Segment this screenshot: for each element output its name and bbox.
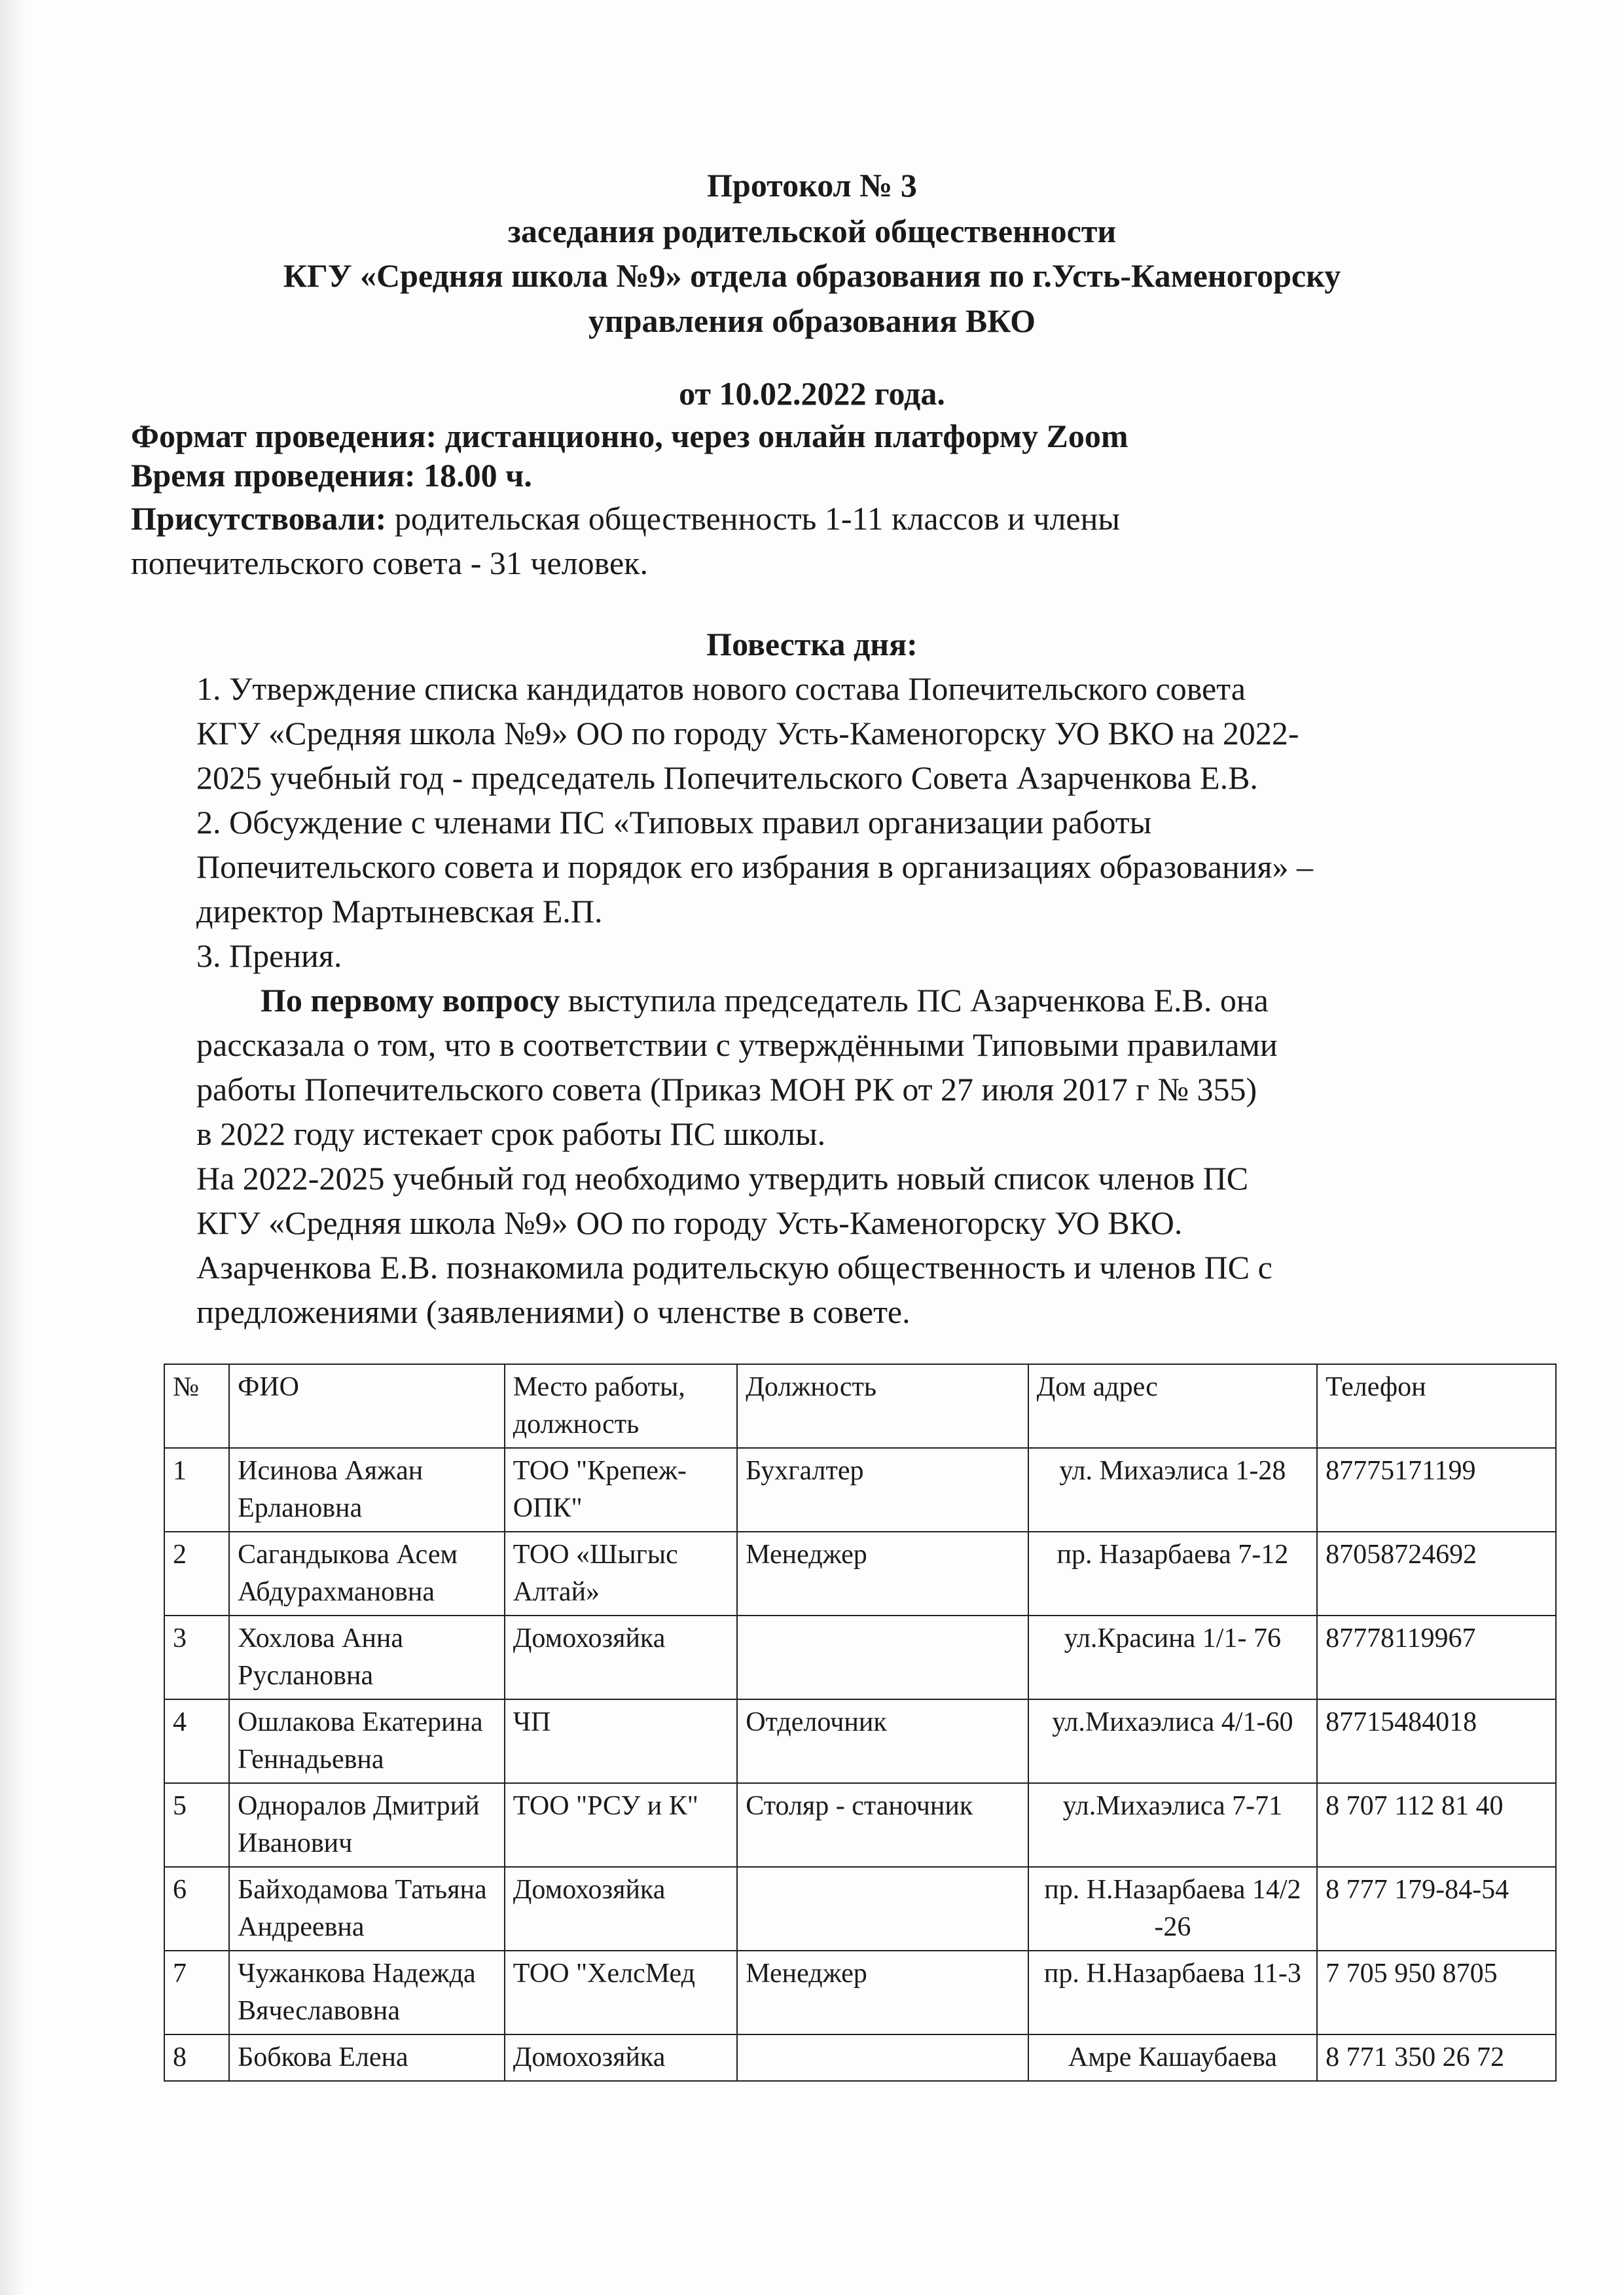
table-row bbox=[164, 1951, 1556, 2034]
cell-position: Бухгалтер bbox=[737, 1448, 1028, 1532]
body-line: предложениями (заявлениями) о членстве в совете. bbox=[196, 1293, 911, 1330]
cell-workplace: ТОО "Крепеж-ОПК" bbox=[505, 1448, 737, 1532]
cell-workplace: Домохозяйка bbox=[505, 2034, 737, 2081]
table-row bbox=[164, 1448, 1556, 1532]
cell-address: Амре Кашаубаева bbox=[1028, 2034, 1317, 2081]
cell-position: Менеджер bbox=[737, 1951, 1028, 2034]
cell-address: ул.Михаэлиса 7-71 bbox=[1028, 1783, 1317, 1867]
agenda-title: Повестка дня: bbox=[706, 626, 918, 662]
cell-name: Байходамова Татьяна Андреевна bbox=[229, 1867, 505, 1951]
agenda-line: 3. Прения. bbox=[196, 937, 342, 974]
time-label: Время проведения: bbox=[131, 457, 416, 494]
cell-name: Исинова Аяжан Ерлановна bbox=[229, 1448, 505, 1532]
first-question-label: По первому вопросу bbox=[261, 982, 560, 1019]
col-header-workplace: Место работы, должность bbox=[505, 1364, 737, 1448]
cell-number: 2 bbox=[164, 1532, 229, 1616]
cell-address: ул. Михаэлиса 1-28 bbox=[1028, 1448, 1317, 1532]
cell-workplace: Домохозяйка bbox=[505, 1867, 737, 1951]
cell-name: Одноралов Дмитрий Иванович bbox=[229, 1783, 505, 1867]
table-row bbox=[164, 1699, 1556, 1783]
cell-phone: 87058724692 bbox=[1317, 1532, 1556, 1616]
department-name: управления образования ВКО bbox=[588, 302, 1036, 339]
col-header-phone: Телефон bbox=[1317, 1364, 1556, 1448]
meeting-format bbox=[131, 414, 1128, 458]
cell-name: Сагандыкова Асем Абдурахмановна bbox=[229, 1532, 505, 1616]
format-value: дистанционно, через онлайн платформу Zoom bbox=[437, 418, 1128, 454]
cell-position bbox=[737, 1616, 1028, 1699]
agenda-line: директор Мартыневская Е.П. bbox=[196, 893, 603, 930]
body-line: в 2022 году истекает срок работы ПС школы. bbox=[196, 1115, 826, 1152]
col-header-address: Дом адрес bbox=[1028, 1364, 1317, 1448]
table-row bbox=[164, 2034, 1556, 2081]
attendees-line-1 bbox=[131, 496, 1120, 541]
table-row bbox=[164, 1867, 1556, 1951]
format-label: Формат проведения: bbox=[131, 418, 437, 454]
col-header-position: Должность bbox=[737, 1364, 1028, 1448]
cell-phone: 7 705 950 8705 bbox=[1317, 1951, 1556, 2034]
cell-position: Менеджер bbox=[737, 1532, 1028, 1616]
cell-number: 6 bbox=[164, 1867, 229, 1951]
protocol-date: от 10.02.2022 года. bbox=[679, 375, 945, 412]
cell-number: 1 bbox=[164, 1448, 229, 1532]
first-question-text: выступила председатель ПС Азарченкова Е.В. она bbox=[560, 982, 1269, 1019]
present-label: Присутствовали: bbox=[131, 500, 387, 537]
table-header-row bbox=[164, 1364, 1556, 1448]
attendees-line-2: попечительского совета - 31 человек. bbox=[131, 545, 648, 581]
table-row bbox=[164, 1783, 1556, 1867]
body-line: работы Попечительского совета (Приказ МОН РК от 27 июля 2017 г № 355) bbox=[196, 1071, 1257, 1108]
table-row bbox=[164, 1616, 1556, 1699]
body-line: рассказала о том, что в соответствии с утверждёнными Типовыми правилами bbox=[196, 1026, 1278, 1063]
cell-workplace: Домохозяйка bbox=[505, 1616, 737, 1699]
cell-position: Столяр - станочник bbox=[737, 1783, 1028, 1867]
agenda-line: 2025 учебный год - председатель Попечительского Совета Азарченкова Е.В. bbox=[196, 759, 1258, 796]
body-line: На 2022-2025 учебный год необходимо утвердить новый список членов ПС bbox=[196, 1160, 1249, 1197]
meeting-time bbox=[131, 453, 532, 497]
cell-address: пр. Н.Назарбаева 14/2 -26 bbox=[1028, 1867, 1317, 1951]
protocol-title: Протокол № 3 bbox=[707, 167, 917, 204]
col-header-number: № bbox=[164, 1364, 229, 1448]
cell-phone: 8 707 112 81 40 bbox=[1317, 1783, 1556, 1867]
cell-number: 4 bbox=[164, 1699, 229, 1783]
agenda-line: КГУ «Средняя школа №9» ОО по городу Усть-Каменогорску УО ВКО на 2022- bbox=[196, 715, 1299, 751]
body-line: КГУ «Средняя школа №9» ОО по городу Усть-Каменогорску УО ВКО. bbox=[196, 1204, 1183, 1241]
cell-address: пр. Н.Назарбаева 11-3 bbox=[1028, 1951, 1317, 2034]
cell-name: Хохлова Анна Руслановна bbox=[229, 1616, 505, 1699]
cell-workplace: ТОО «Шыгыс Алтай» bbox=[505, 1532, 737, 1616]
cell-name: Бобкова Елена bbox=[229, 2034, 505, 2081]
body-line: Азарченкова Е.В. познакомила родительскую общественность и членов ПС с bbox=[196, 1249, 1272, 1286]
cell-address: пр. Назарбаева 7-12 bbox=[1028, 1532, 1317, 1616]
cell-phone: 8 771 350 26 72 bbox=[1317, 2034, 1556, 2081]
cell-workplace: ТОО "ХелсМед bbox=[505, 1951, 737, 2034]
table-row bbox=[164, 1532, 1556, 1616]
cell-phone: 87715484018 bbox=[1317, 1699, 1556, 1783]
cell-number: 7 bbox=[164, 1951, 229, 2034]
cell-name: Чужанкова Надежда Вячеславовна bbox=[229, 1951, 505, 2034]
cell-number: 5 bbox=[164, 1783, 229, 1867]
scan-shadow bbox=[0, 0, 26, 2295]
cell-position bbox=[737, 1867, 1028, 1951]
cell-position bbox=[737, 2034, 1028, 2081]
agenda-line: 2. Обсуждение с членами ПС «Типовых правил организации работы bbox=[196, 804, 1152, 840]
cell-number: 8 bbox=[164, 2034, 229, 2081]
cell-name: Ошлакова Екатерина Геннадьевна bbox=[229, 1699, 505, 1783]
cell-position: Отделочник bbox=[737, 1699, 1028, 1783]
cell-phone: 87778119967 bbox=[1317, 1616, 1556, 1699]
present-value-1: родительская общественность 1-11 классов и члены bbox=[386, 500, 1120, 537]
cell-address: ул.Красина 1/1- 76 bbox=[1028, 1616, 1317, 1699]
school-name: КГУ «Средняя школа №9» отдела образования по г.Усть-Каменогорску bbox=[283, 257, 1341, 294]
time-value: 18.00 ч. bbox=[415, 457, 532, 494]
agenda-line: Попечительского совета и порядок его избрания в организациях образования» – bbox=[196, 848, 1313, 885]
cell-number: 3 bbox=[164, 1616, 229, 1699]
protocol-subtitle: заседания родительской общественности bbox=[507, 213, 1117, 249]
cell-phone: 87775171199 bbox=[1317, 1448, 1556, 1532]
cell-address: ул.Михаэлиса 4/1-60 bbox=[1028, 1699, 1317, 1783]
agenda-line: 1. Утверждение списка кандидатов нового состава Попечительского совета bbox=[196, 670, 1246, 707]
cell-workplace: ЧП bbox=[505, 1699, 737, 1783]
cell-workplace: ТОО "РСУ и К" bbox=[505, 1783, 737, 1867]
cell-phone: 8 777 179-84-54 bbox=[1317, 1867, 1556, 1951]
members-table bbox=[164, 1364, 1557, 2082]
body-first-line bbox=[261, 978, 1269, 1022]
col-header-name: ФИО bbox=[229, 1364, 505, 1448]
